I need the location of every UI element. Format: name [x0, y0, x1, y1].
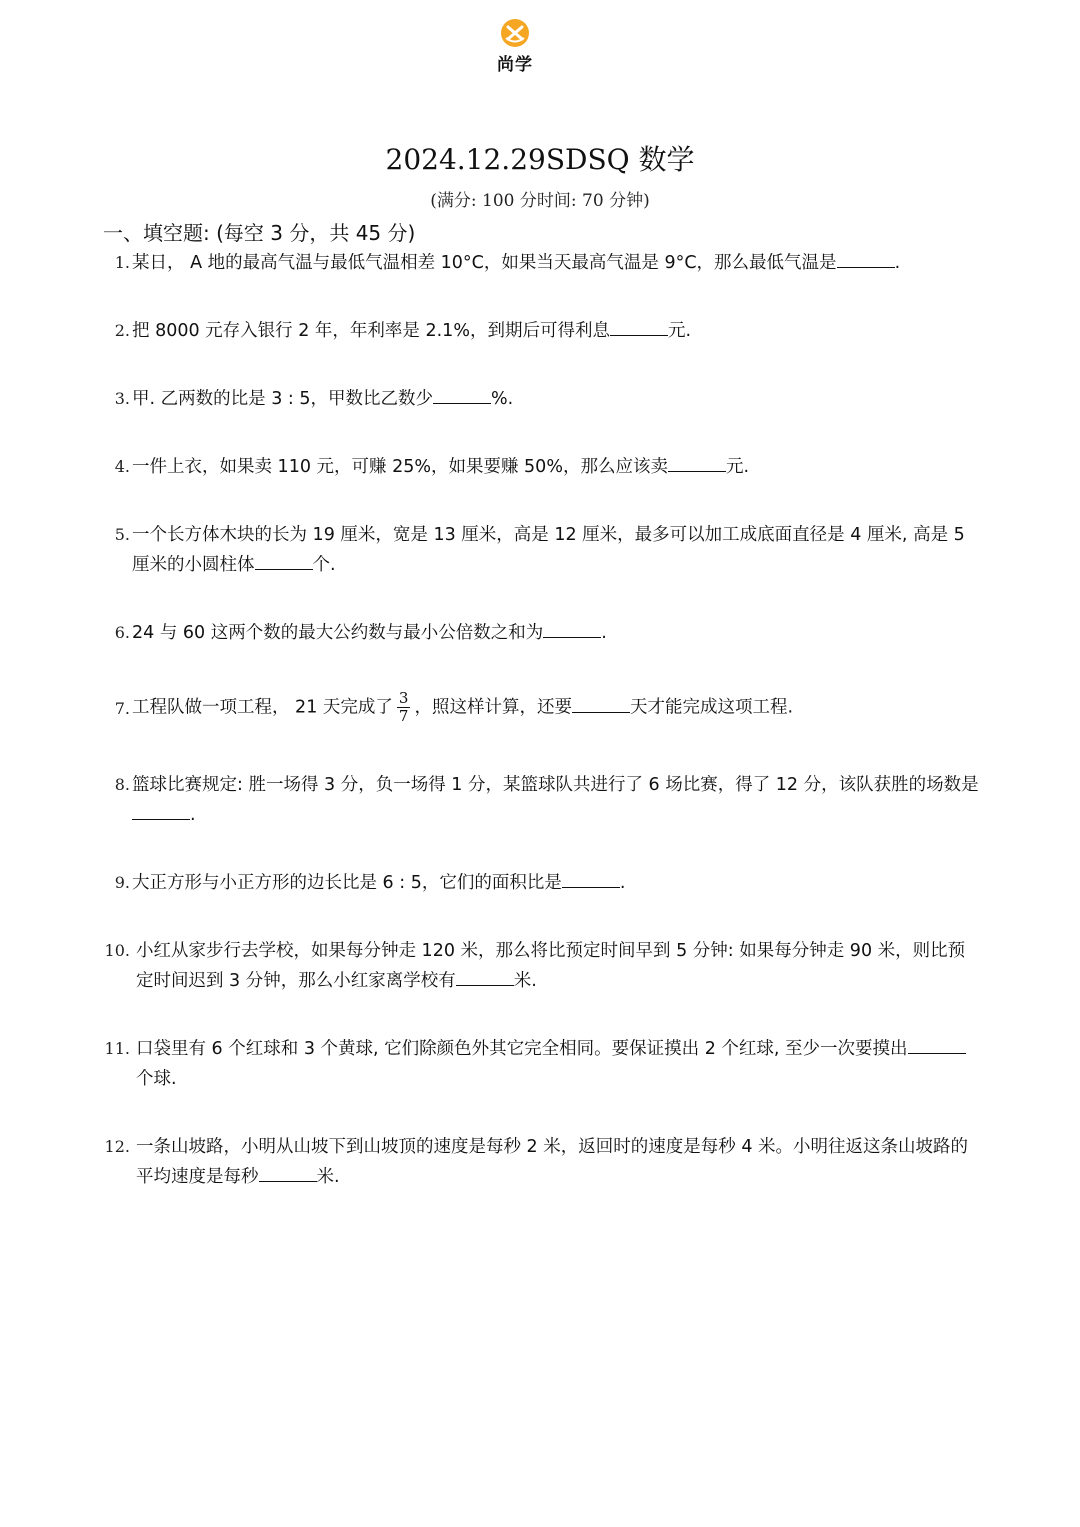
question-number: 12.: [104, 1137, 130, 1156]
question-text: 甲. 乙两数的比是 3 : 5，甲数比乙数少: [132, 389, 433, 409]
question-number: 4.: [114, 457, 130, 476]
question-8: [100, 770, 980, 830]
answer-blank[interactable]: [543, 619, 601, 638]
logo: [490, 18, 540, 74]
answer-blank[interactable]: [562, 869, 620, 888]
question-text: 一件上衣，如果卖 110 元，可赚 25%，如果要赚 50%，那么应该卖: [132, 457, 668, 477]
answer-blank[interactable]: [456, 967, 514, 986]
fraction: [397, 690, 411, 725]
question-text: 口袋里有 6 个红球和 3 个黄球, 它们除颜色外其它完全相同。要保证摸出 2 个红球, 至少一次要摸出: [136, 1039, 908, 1059]
question-11: [100, 1034, 980, 1094]
question-number: 7.: [114, 699, 130, 718]
answer-blank[interactable]: [668, 453, 726, 472]
answer-blank[interactable]: [259, 1163, 317, 1182]
answer-blank[interactable]: [433, 385, 491, 404]
question-number: 11.: [104, 1039, 130, 1058]
question-text-cont: ，照这样计算，还要: [414, 697, 572, 718]
question-number: 5.: [114, 525, 130, 544]
question-text: 把 8000 元存入银行 2 年，年利率是 2.1%，到期后可得利息: [132, 321, 610, 341]
question-number: 2.: [114, 321, 130, 340]
question-text: 一个长方体木块的长为 19 厘米，宽是 13 厘米，高是 12 厘米，最多可以加工成底面直径是 4 厘米, 高是 5 厘米的小圆柱体: [132, 525, 965, 575]
question-suffix: .: [619, 873, 626, 893]
question-suffix: .: [601, 623, 607, 643]
question-text: 某日， A 地的最高气温与最低气温相差 10°C，如果当天最高气温是 9°C，那么最低气温是: [132, 253, 837, 273]
question-text: 24 与 60 这两个数的最大公约数与最小公倍数之和为: [132, 623, 544, 643]
question-number: 10.: [104, 941, 130, 960]
answer-blank[interactable]: [837, 249, 895, 268]
question-suffix: .: [190, 805, 196, 825]
question-text: 一条山坡路，小明从山坡下到山坡顶的速度是每秒 2 米，返回时的速度是每秒 4 米。小明往返这条山坡路的平均速度是每秒: [136, 1137, 969, 1187]
question-number: 9.: [114, 873, 130, 892]
fraction-denominator: 7: [398, 707, 409, 725]
question-text: 工程队做一项工程， 21 天完成了: [132, 697, 393, 718]
question-text: 小红从家步行去学校，如果每分钟走 120 米，那么将比预定时间早到 5 分钟: 如果每分钟走 90 米，则比预定时间迟到 3 分钟，那么小红家离学校有: [136, 941, 966, 991]
question-suffix: %.: [490, 389, 514, 409]
page-title: 2024.12.29SDSQ 数学: [385, 143, 695, 176]
question-suffix: 个球.: [136, 1069, 177, 1089]
answer-blank[interactable]: [610, 317, 668, 336]
question-2: [100, 316, 980, 346]
question-number: 3.: [114, 389, 130, 408]
logo-text: 尚学: [497, 55, 533, 75]
question-suffix: 个.: [312, 555, 336, 575]
question-text: 大正方形与小正方形的边长比是 6 : 5，它们的面积比是: [132, 873, 562, 893]
question-suffix: .: [894, 253, 901, 273]
question-suffix: 天才能完成这项工程.: [629, 697, 794, 718]
answer-blank[interactable]: [572, 694, 630, 713]
question-6: [100, 618, 980, 648]
section-heading: 一、填空题: (每空 3 分，共 45 分): [103, 221, 416, 245]
question-12: [100, 1132, 980, 1192]
answer-blank[interactable]: [908, 1035, 966, 1054]
question-number: 1.: [114, 253, 130, 272]
question-3: [100, 384, 980, 414]
question-number: 6.: [114, 623, 130, 642]
question-1: [100, 248, 980, 278]
question-suffix: 米.: [316, 1167, 340, 1187]
question-9: [100, 868, 980, 898]
answer-blank[interactable]: [132, 801, 190, 820]
fraction-numerator: 3: [398, 689, 409, 707]
question-text: 篮球比赛规定: 胜一场得 3 分，负一场得 1 分，某篮球队共进行了 6 场比赛，得了 12 分，该队获胜的场数是: [132, 775, 979, 795]
question-7: [100, 690, 980, 725]
question-number: 8.: [114, 775, 130, 794]
question-4: [100, 452, 980, 482]
logo-icon: [500, 18, 530, 48]
answer-blank[interactable]: [255, 551, 313, 570]
question-5: [100, 520, 980, 580]
question-suffix: 元.: [725, 457, 750, 477]
question-suffix: 元.: [667, 321, 692, 341]
page-subtitle: (满分: 100 分时间: 70 分钟): [430, 191, 650, 211]
question-suffix: 米.: [513, 971, 537, 991]
question-10: [100, 936, 980, 996]
